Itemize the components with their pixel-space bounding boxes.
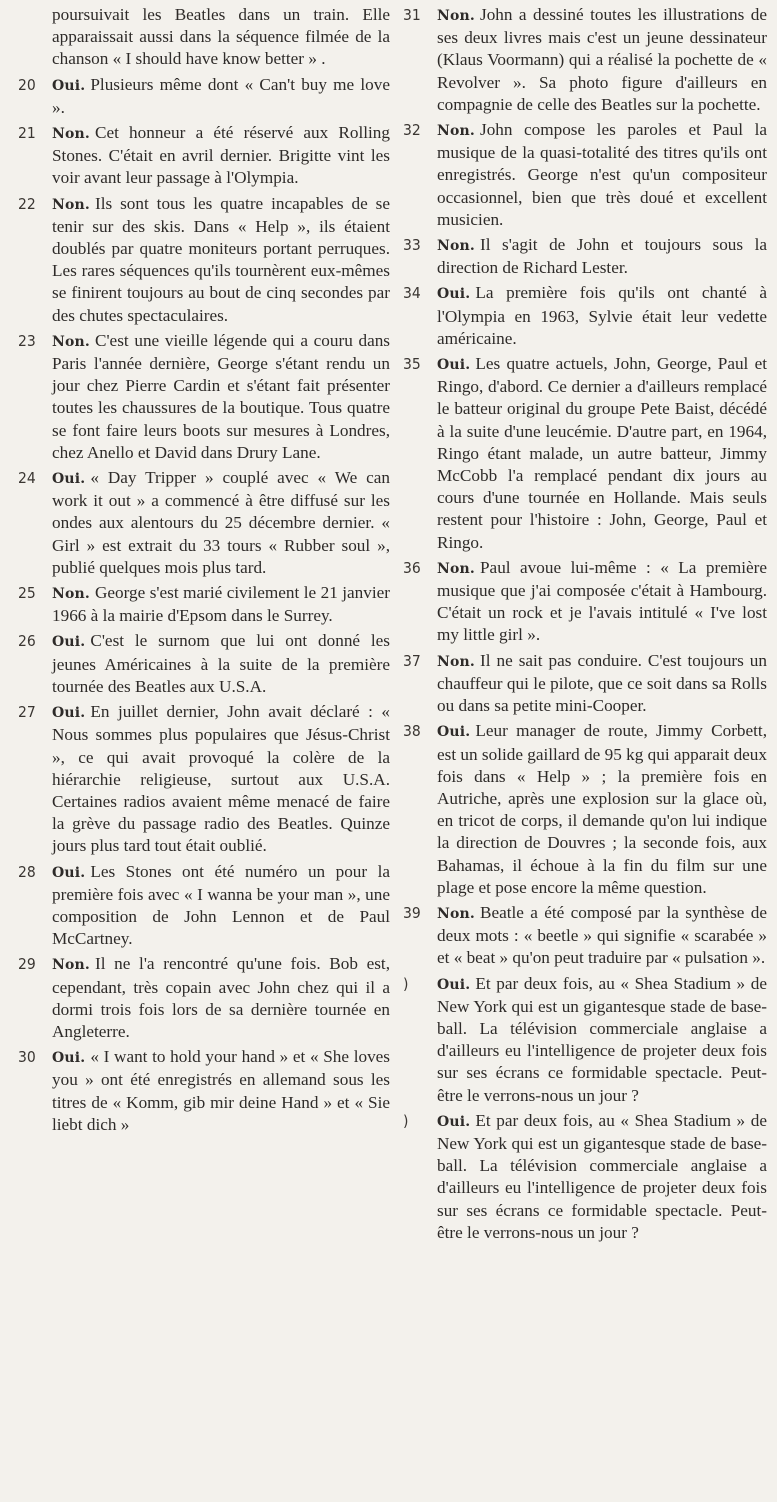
entry-number: 34 — [403, 284, 421, 303]
answer-entry — [18, 953, 390, 1043]
entry-text: La première fois qu'ils ont chanté à l'Olympia en 1963, Sylvie était leur vedette américaine. — [437, 283, 767, 348]
entry-body — [18, 861, 390, 951]
entry-answer: Oui. — [52, 77, 86, 94]
entry-answer: Non. — [52, 196, 90, 213]
entry-text: Beatle a été composé par la synthèse de deux mots : « beetle » qui signifie « scarabée » et « beat » qu'on peut traduire par « pulsation ». — [437, 902, 767, 968]
entry-answer: Non. — [52, 586, 90, 603]
entry-text: John a dessiné toutes les illustrations de ses deux livres mais c'est un jeune dessinateur (Klaus Voormann) qui a réalisé la pochette de « Revolver ». Sa photo figure d'ailleurs en compagnie de celle des Beatles sur la pochette. — [437, 5, 767, 114]
entry-number: 22 — [18, 194, 36, 213]
entry-number: 38 — [403, 722, 421, 741]
entry-body — [18, 122, 390, 190]
answer-entry — [18, 1046, 390, 1136]
entry-number: 24 — [18, 469, 36, 488]
entry-body — [403, 973, 767, 1107]
entry-number: 28 — [18, 862, 36, 881]
left-column — [18, 4, 390, 1139]
entry-body — [403, 4, 767, 116]
entry-answer: Non. — [437, 905, 475, 922]
answer-entry — [18, 4, 390, 71]
answer-entry — [18, 861, 390, 951]
answer-entry — [18, 122, 390, 190]
answer-entry — [18, 330, 390, 464]
entry-text: En juillet dernier, John avait déclaré : « Nous sommes plus populaires que Jésus-Christ », ce qui avait provoqué la colère de la hiérarchie religieuse, surtout aux U.S.A. Certaines radios avaient même menacé de faire la grève du passage radio des Beatles. Quinze jours plus tard tout était oublié. — [52, 702, 390, 856]
entry-answer: Oui. — [437, 286, 471, 303]
entry-text: Les quatre actuels, John, George, Paul et Ringo, d'abord. Ce dernier a d'ailleurs remplacé le batteur original du groupe Pete Baist, décédé à la suite d'une leucémie. D'autre part, en 1964, Ringo étant malade, un autre batteur, Jimmy McCobb l'a remplacé pendant dix jours au cours d'une tournée en Hollande. Mais seuls restent pour l'histoire : John, George, Paul et Ringo. — [437, 354, 767, 552]
entry-body — [18, 630, 390, 698]
entry-number: 31 — [403, 6, 421, 24]
answer-entry — [403, 1110, 767, 1244]
entry-body — [18, 74, 390, 119]
answer-entry — [18, 630, 390, 698]
entry-text: Il ne sait pas conduire. C'est toujours un chauffeur qui le pilote, que ce soit dans sa Rolls ou dans sa petite mini-Cooper. — [437, 650, 767, 716]
entry-text: « I want to hold your hand » et « She loves you » ont été enregistrés en allemand sous les titres de « Komm, gib mir deine Hand » et « Sie liebt dich » — [52, 1047, 390, 1134]
entry-body — [403, 1110, 767, 1244]
entry-text: Il ne l'a rencontré qu'une fois. Bob est, cependant, très copain avec John chez qui il a dormi trois fois lors de sa dernière tournée en Angleterre. — [52, 954, 390, 1041]
entry-number: 30 — [18, 1048, 36, 1067]
entry-answer: Oui. — [52, 705, 86, 722]
entry-body — [403, 720, 767, 899]
answer-entry — [18, 193, 390, 327]
answer-entry — [403, 119, 767, 231]
entry-body — [18, 582, 390, 627]
entry-text: Les Stones ont été numéro un pour la première fois avec « I wanna be your man », une composition de John Lennon et de Paul McCartney. — [52, 861, 390, 949]
entry-text: George s'est marié civilement le 21 janvier 1966 à la mairie d'Epsom dans le Surrey. — [52, 583, 390, 626]
answer-entry — [18, 582, 390, 627]
answer-entry — [18, 467, 390, 579]
entry-number: 29 — [18, 955, 36, 974]
entry-body — [18, 701, 390, 857]
entry-number: 27 — [18, 703, 36, 722]
entry-body — [403, 282, 767, 350]
right-column — [403, 4, 767, 1247]
entry-text: Leur manager de route, Jimmy Corbett, est un solide gaillard de 95 kg qui apparait deux fois dans « Help » ; la première fois en Autriche, après une explosion sur la glace où, en tricot de corps, il demande qu'on lui indique la direction de Douvres ; la seconde fois, aux Bahamas, il échoue à la fin du film sur une plage et pose encore la même question. — [437, 721, 767, 897]
answer-entry — [403, 720, 767, 899]
entry-body — [18, 4, 390, 71]
entry-number: 26 — [18, 632, 36, 651]
entry-body — [403, 353, 767, 554]
entry-body — [18, 467, 390, 579]
answer-entry — [18, 74, 390, 119]
entry-number: ) — [403, 974, 409, 993]
entry-text: C'est le surnom que lui ont donné les jeunes Américaines à la suite de la première tournée des Beatles aux U.S.A. — [52, 631, 390, 696]
entry-answer: Oui. — [52, 471, 86, 488]
entry-text: Cet honneur a été réservé aux Rolling Stones. C'était en avril dernier. Brigitte vint les voir avant leur passage à l'Olympia. — [52, 123, 390, 188]
answer-entry — [403, 353, 767, 554]
entry-number: 33 — [403, 236, 421, 255]
entry-answer: Oui. — [437, 357, 471, 374]
entry-answer: Non. — [437, 238, 475, 255]
entry-body — [403, 650, 767, 718]
entry-text: Il s'agit de John et toujours sous la direction de Richard Lester. — [437, 235, 767, 278]
answer-entry — [403, 902, 767, 970]
entry-number: ) — [403, 1111, 409, 1130]
answer-entry — [403, 557, 767, 647]
entry-answer: Oui. — [52, 634, 86, 651]
entry-text: « Day Tripper » couplé avec « We can work it out » a commencé à être diffusé sur les ondes aux alentours du 25 décembre dernier. « Girl » est extrait du 33 tours « Rubber soul », publié quelques mois plus tard. — [52, 468, 390, 577]
entry-answer: Oui. — [437, 976, 471, 993]
entry-body — [403, 119, 767, 231]
entry-text: Plusieurs même dont « Can't buy me love ». — [52, 74, 390, 117]
entry-answer: Non. — [437, 8, 475, 24]
entry-body — [18, 330, 390, 464]
entry-text: Paul avoue lui-même : « La première musique que j'ai composée c'était à Hambourg. C'était un rock et je l'avais intitulé « I've lost my little girl ». — [437, 557, 767, 645]
entry-text: C'est une vieille légende qui a couru dans Paris l'année dernière, George s'étant rendu un jour chez Pierre Cardin et s'étant fait présenter toutes les chaussures de la boutique. Tous quatre se font faire leurs boots sur mesures à Londres, chez Anello et David dans Drury Lane. — [52, 330, 390, 462]
answer-entry — [403, 973, 767, 1107]
entry-body — [403, 557, 767, 647]
entry-answer: Non. — [52, 957, 90, 974]
entry-number: 21 — [18, 124, 36, 143]
entry-number: 25 — [18, 584, 36, 603]
answer-entry — [403, 650, 767, 718]
entry-body — [18, 953, 390, 1043]
answer-entry — [403, 4, 767, 116]
entry-text: poursuivait les Beatles dans un train. Elle apparaissait aussi dans la séquence filmée de la chanson « I should have know better » . — [52, 5, 390, 69]
answer-entry — [403, 234, 767, 279]
entry-number: 39 — [403, 903, 421, 922]
entry-number: 32 — [403, 121, 421, 140]
entry-answer: Oui. — [437, 724, 471, 741]
entry-number: 37 — [403, 651, 421, 670]
entry-answer: Non. — [52, 126, 90, 143]
entry-number: 35 — [403, 355, 421, 374]
answer-entry — [18, 701, 390, 857]
entry-text: Et par deux fois, au « Shea Stadium » de New York qui est un gigantesque stade de base-ball. La télévision commerciale anglaise a d'ailleurs eu l'intelligence de projeter deux fois sur ses écrans ce formidable spectacle. Peut-être le verrons-nous un jour ? — [437, 973, 767, 1105]
entry-text: John compose les paroles et Paul la musique de la quasi-totalité des titres qu'ils ont enregistrés. George n'est qu'un compositeur occasionnel, bien que très doué et excellent musicien. — [437, 120, 767, 229]
answer-entry — [403, 282, 767, 350]
entry-number: 20 — [18, 75, 36, 94]
entry-body — [18, 193, 390, 327]
entry-answer: Oui. — [52, 1050, 86, 1067]
entry-answer: Non. — [437, 123, 475, 140]
entry-answer: Oui. — [437, 1113, 471, 1130]
entry-text: Ils sont tous les quatre incapables de se tenir sur des skis. Dans « Help », ils étaient doublés par quatre moniteurs portant perruques. Les rares séquences qu'ils tournèrent eux-mêmes se finirent toujours au bout de cinq secondes par des chutes spectaculaires. — [52, 193, 390, 325]
entry-text: Et par deux fois, au « Shea Stadium » de New York qui est un gigantesque stade de base-ball. La télévision commerciale anglaise a d'ailleurs eu l'intelligence de projeter deux fois sur ses écrans ce formidable spectacle. Peut-être le verrons-nous un jour ? — [437, 1110, 767, 1242]
entry-body — [18, 1046, 390, 1136]
entry-answer: Non. — [437, 560, 475, 577]
entry-body — [403, 902, 767, 970]
entry-answer: Oui. — [52, 864, 86, 881]
entry-body — [403, 234, 767, 279]
entry-number: 23 — [18, 331, 36, 350]
entry-answer: Non. — [52, 333, 90, 350]
entry-answer: Non. — [437, 653, 475, 670]
entry-number: 36 — [403, 558, 421, 577]
